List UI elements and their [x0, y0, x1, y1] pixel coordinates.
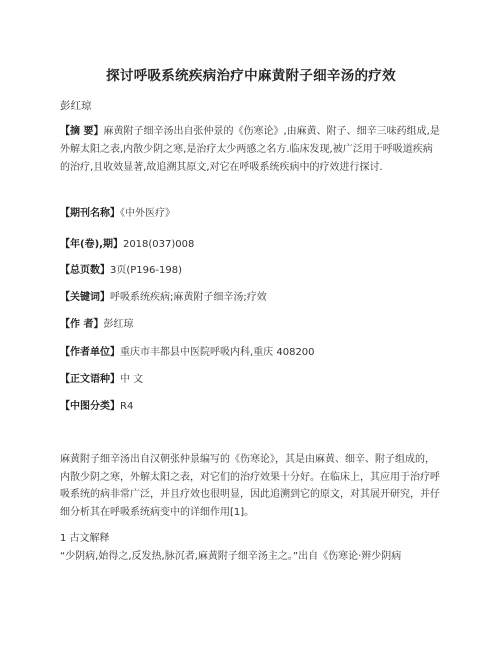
meta-keywords-value: 呼吸系统疾病;麻黄附子细辛汤;疗效 — [110, 292, 267, 303]
meta-keywords-label: 【关键词】 — [60, 292, 110, 303]
meta-classification-label: 【中图分类】 — [60, 401, 120, 412]
meta-year-volume-issue — [60, 236, 442, 254]
document-title: 探讨呼吸系统疾病治疗中麻黄附子细辛汤的疗效 — [106, 68, 396, 84]
meta-author-unit — [60, 344, 442, 362]
meta-year-label: 【年(卷),期】 — [60, 239, 123, 250]
abstract-label: 【摘 要】 — [60, 126, 104, 137]
abstract-text: 麻黄附子细辛汤出自张仲景的《伤寒论》,由麻黄、附子、细辛三味药组成,是外解太阳之表,内散少阴之寒,是治疗太少两感之名方.临床发现,被广泛用于呼吸道疾病的治疗,且收效显著,故追溯其原文,对它在呼吸系统疾病中的疗效进行探讨. — [60, 126, 440, 173]
meta-unit-label: 【作者单位】 — [60, 347, 120, 358]
section-heading: 1 古文解释 — [60, 533, 110, 544]
meta-pages-value: 3页(P196-198) — [110, 265, 182, 276]
meta-classification — [60, 398, 442, 416]
meta-author — [60, 316, 442, 334]
body-paragraph: “少阴病,始得之,反发热,脉沉者,麻黄附子细辛汤主之。”出自《伤寒论·辨少阴病 — [60, 551, 402, 562]
meta-author-label: 【作 者】 — [60, 319, 104, 330]
meta-pages-label: 【总页数】 — [60, 265, 110, 276]
abstract-block — [60, 123, 442, 177]
author-name: 彭红琼 — [60, 100, 92, 112]
meta-language-label: 【正文语种】 — [60, 374, 120, 385]
meta-journal — [60, 205, 442, 223]
body-paragraph: 麻黄附子细辛汤出自汉朝张仲景编写的《伤寒论》，其是由麻黄、细辛、附子组成的，内散少阴之寒，外解太阳之表，对它们的治疗效果十分好。在临床上，其应用于治疗呼吸系统的病非常广泛，并且疗效也很明显，因此追溯到它的原文，对其展开研究，并仔细分析其在呼吸系统病变中的详细作用[1]。 — [60, 454, 440, 518]
meta-language-value: 中 文 — [120, 374, 144, 385]
meta-total-pages — [60, 262, 442, 280]
meta-journal-value: 《中外医疗》 — [120, 208, 175, 219]
meta-journal-label: 【期刊名称】 — [60, 208, 120, 219]
meta-unit-value: 重庆市丰都县中医院呼吸内科,重庆 408200 — [120, 347, 315, 358]
meta-language — [60, 371, 442, 389]
meta-classification-value: R4 — [120, 401, 134, 412]
meta-author-value: 彭红琼 — [103, 319, 134, 330]
meta-year-value: 2018(037)008 — [122, 239, 195, 250]
meta-keywords — [60, 289, 442, 307]
